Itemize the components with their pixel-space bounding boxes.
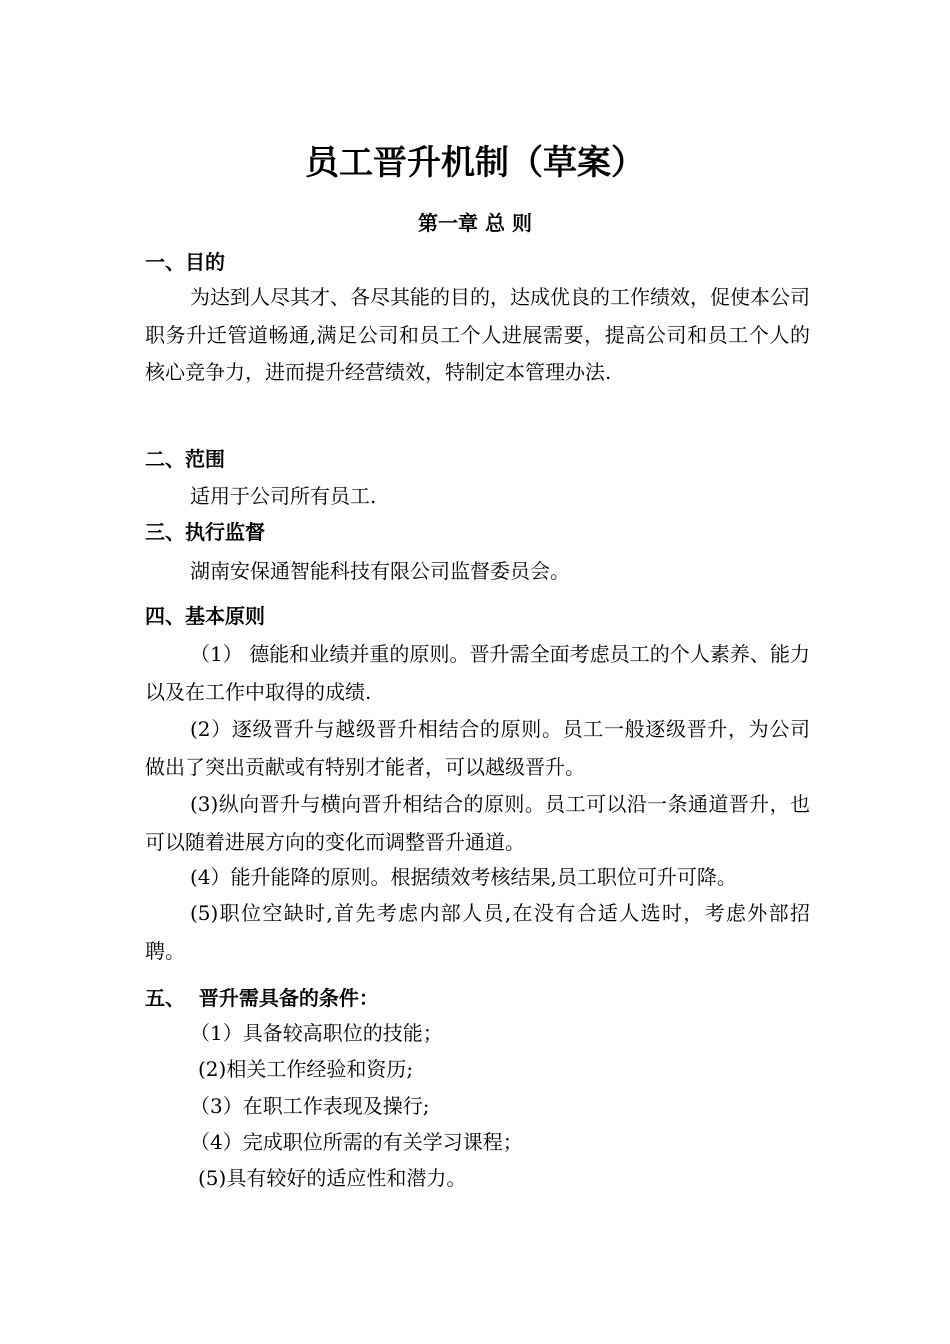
section-heading-principles: 四、基本原则 <box>145 604 265 628</box>
section-heading-conditions: 五、 晋升需具备的条件： <box>145 986 379 1010</box>
principle-item: (2）逐级晋升与越级晋升相结合的原则。员工一般逐级晋升，为公司做出了突出贡献或有特别才能者，可以越级晋升。 <box>145 717 810 779</box>
section-heading-supervision: 三、执行监督 <box>145 520 265 544</box>
principle-item: (4）能升能降的原则。根据绩效考核结果,员工职位可升可降。 <box>190 865 737 889</box>
document-title: 员工晋升机制（草案） <box>305 143 645 183</box>
supervision-paragraph: 湖南安保通智能科技有限公司监督委员会。 <box>190 559 570 583</box>
condition-item: （1）具备较高职位的技能； <box>190 1021 443 1045</box>
scope-paragraph: 适用于公司所有员工. <box>190 484 377 508</box>
principle-item: （1） 德能和业绩并重的原则。晋升需全面考虑员工的个人素养、能力以及在工作中取得的成绩. <box>145 642 810 704</box>
chapter-heading: 第一章 总 则 <box>418 211 532 235</box>
principle-item: (3)纵向晋升与横向晋升相结合的原则。员工可以沿一条通道晋升，也可以随着进展方向的变化而调整晋升通道。 <box>145 792 810 854</box>
condition-item: (5)具有较好的适应性和潜力。 <box>198 1166 467 1190</box>
section-heading-scope: 二、范围 <box>145 447 225 471</box>
condition-item: （3）在职工作表现及操行; <box>190 1094 430 1118</box>
condition-item: (2)相关工作经验和资历; <box>198 1057 414 1081</box>
section-heading-purpose: 一、目的 <box>145 250 225 274</box>
purpose-paragraph: 为达到人尽其才、各尽其能的目的，达成优良的工作绩效，促使本公司职务升迁管道畅通,满足公司和员工个人进展需要，提高公司和员工个人的核心竞争力，进而提升经营绩效，特制定本管理办法. <box>145 285 810 384</box>
principle-item: (5)职位空缺时,首先考虑内部人员,在没有合适人选时，考虑外部招聘。 <box>145 901 810 963</box>
condition-item: （4）完成职位所需的有关学习课程； <box>190 1130 523 1154</box>
